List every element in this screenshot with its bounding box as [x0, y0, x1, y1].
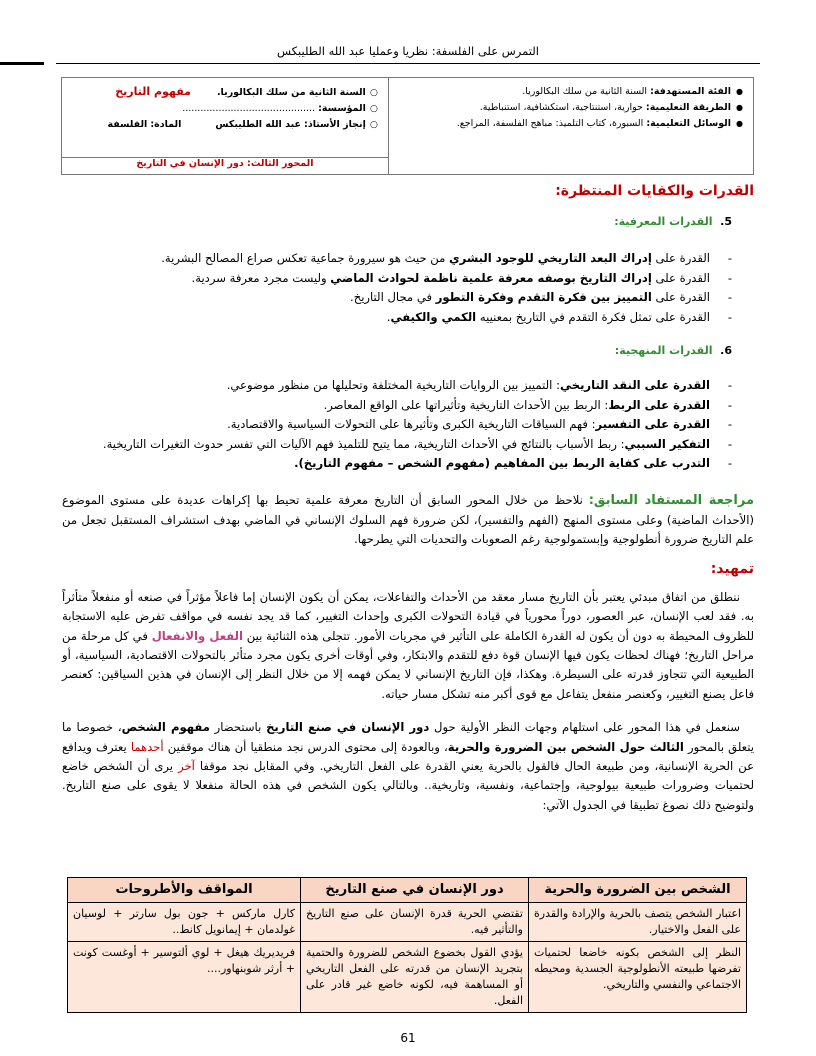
methodological-heading: 6. القدرات المنهجية: [614, 344, 732, 358]
header-rule [56, 63, 760, 64]
meta-teaching-tools: ●الوسائل التعليمية: السبورة، كتاب التلميذ: مباهج الفلسفة، المراجع. [393, 116, 743, 132]
lesson-meta-cell [388, 78, 753, 175]
list-item: - القدرة على التمييز بين فكرة التقدم وفكرة التطور في مجال التاريخ. [62, 288, 732, 307]
intro-paragraph: ننطلق من اتفاق مبدئي يعتبر بأن التاريخ مسار معقد من الأحداث والتفاعلات، يمكن أن يكون الإنسان إما فاعلاً مؤثراً في صنعه أو منفعلاً متأثراً به. فقد لعب الإنسان، عبر العصور، دوراً محورياً في قيادة التحولات الكبرى وإحداث التغيير، كما قد يجد نفسه في مواقف تفرض عليه الاستجابة للظروف المحيطة به دون أن يكون له القدرة الكاملة على التأثير في مجريات الأمور. تتجلى هذه الثنائية بين الفعل والانفعال في كل مرحلة من مراحل التاريخ؛ فهناك لحظات يكون فيها الإنسان قوة دفع للتقدم والابتكار، وفي أوقات أخرى يكون مجرد متأثر بالتحولات الاقتصادية، السياسية، أو الطبيعية التي تتجاوز قدرته على السيطرة. وهكذا، فإن التاريخ الإنساني لا يمكن فهمه إلا من خلال النظر إلى الإنسان في هذين السياقين: كعنصر فاعل يصنع التغيير، وكعنصر منفعل يتفاعل مع قوى أكبر منه تشكل مسار حياته. [62, 589, 754, 701]
meta-target-audience: ●الفئة المستهدفة: السنة الثانية من سلك البكالوريا. [393, 84, 743, 100]
intro-title: تمهيد: [710, 560, 754, 577]
table-header: الشخص بين الضرورة والحرية [529, 878, 747, 903]
header-rule-thick [0, 62, 44, 65]
header-level-line: ○السنة الثانية من سلك البكالوريا.مفهوم التاريخ [66, 84, 378, 101]
comparison-table [67, 877, 747, 1013]
table-cell: تقتضي الحرية قدرة الإنسان على صنع التاريخ والتأثير فيه. [301, 903, 529, 942]
bullet-icon: ● [736, 119, 743, 128]
lesson-content [62, 178, 754, 815]
bullet-icon: ● [736, 103, 743, 112]
table-cell: يؤدي القول بخضوع الشخص للضرورة والحتمية بتجريد الإنسان من قدرته على الفعل التاريخي أو المساهمة فيه، لكونه خاضع غير قادر على الفعل. [301, 942, 529, 1013]
running-header: التمرس على الفلسفة: نظريا وعمليا عبد الله الطليبكس [277, 44, 539, 58]
framing-paragraph: سنعمل في هذا المحور على استلهام وجهات النظر الأولية حول دور الإنسان في صنع التاريخ باستحضار مفهوم الشخص، خصوصا ما يتعلق بالمحور الثالث حول الشخص بين الضرورة والحرية، وبالعودة إلى محتوى الدرس نجد منطقيا أن هناك موقفين أحدهما يعترف ويدافع عن الحرية الإنسانية، ومن طبيعة الحال فالقول بالحرية يعني القدرة على الفعل التاريخي. وفي المقابل نجد موقفا آخر يرى أن الشخص خاضع لحتميات وضرورات طبيعية بيولوجية، وإجتماعية، ونفسية، وتاريخية.. وبالتالي يكون الشخص في هذه الحالة منفعلا لا يقوى على صنع التاريخ. ولتوضيح ذلك نصوغ تطبيقا في الجدول الآتي: [62, 720, 754, 812]
table-cell: كارل ماركس + جون بول سارتر + لوسيان غولدمان + إيمانويل كانط.. [68, 903, 301, 942]
table-header: دور الإنسان في صنع التاريخ [301, 878, 529, 903]
table-row [68, 942, 747, 1013]
methodological-list [62, 376, 754, 473]
axis-title: المحور الثالث: دور الإنسان في التاريخ [62, 157, 389, 174]
meta-teaching-method: ●الطريقة التعليمية: حوارية، استنتاجية، استكشافية، استنباطية. [393, 100, 743, 116]
bullet-icon: ● [736, 87, 743, 96]
circle-bullet-icon: ○ [369, 88, 378, 98]
cognitive-heading: 5. القدرات المعرفية: [614, 215, 732, 228]
header-institution-line: ○المؤسسة: ............................................ [66, 101, 378, 117]
list-item: - القدرة على النقد التاريخي: التمييز بين الروايات التاريخية المختلفة وتحليلها من منظور موضوعي. [62, 376, 732, 395]
list-item: - القدرة على الربط: الربط بين الأحداث التاريخية وتأثيراتها على الواقع المعاصر. [62, 396, 732, 415]
list-item: - القدرة على إدراك البعد التاريخي للوجود البشري من حيث هو سيرورة جماعية تعكس صراع المصالح البشرية. [62, 249, 732, 268]
circle-bullet-icon: ○ [369, 104, 378, 114]
table-row [68, 903, 747, 942]
highlight-action-reaction: الفعل والانفعال [151, 628, 243, 643]
table-cell: فريديريك هيغل + لوي ألتوسير + أوغست كونت + أرثر شوبنهاور.... [68, 942, 301, 1013]
list-item: - القدرة على التفسير: فهم السياقات التاريخية الكبرى وتأثيرها على التحولات السياسية والاقتصادية. [62, 415, 732, 434]
table-header: المواقف والأطروحات [68, 878, 301, 903]
lesson-concept-title: مفهوم التاريخ [115, 85, 191, 98]
lesson-header-cell [62, 78, 389, 158]
table-cell: اعتبار الشخص يتصف بالحرية والإرادة والقدرة على الفعل والاختيار. [529, 903, 747, 942]
list-item: - التفكير السببي: ربط الأسباب بالنتائج في الأحداث التاريخية، مما يتيح للتلميذ فهم الآليات التي تفسر حدوث التغيرات التاريخية. [62, 435, 732, 454]
review-label: مراجعة المستفاد السابق: [588, 493, 754, 509]
cognitive-list [62, 249, 754, 327]
list-item: - القدرة على إدراك التاريخ بوصفه معرفة علمية ناظمة لحوادث الماضي وليست مجرد معرفة سردية. [62, 269, 732, 288]
header-teacher-line: ○إنجاز الأستاذ: عبد الله الطليبكسالمادة: الفلسفة [66, 117, 378, 133]
competencies-title: القدرات والكفايات المنتظرة: [555, 183, 754, 199]
list-item: - التدرب على كفاية الربط بين المفاهيم (مفهوم الشخص – مفهوم التاريخ). [62, 454, 732, 473]
circle-bullet-icon: ○ [369, 120, 378, 130]
list-item: - القدرة على تمثل فكرة التقدم في التاريخ بمعنييه الكمي والكيفي. [62, 308, 732, 327]
lesson-info-table [61, 77, 754, 175]
table-cell: النظر إلى الشخص بكونه خاضعا لحتميات تفرضها طبيعته الأنطولوجية الجسدية ومحيطه الاجتماعي والنفسي والتاريخي. [529, 942, 747, 1013]
page-number: 61 [400, 1031, 416, 1045]
review-paragraph: مراجعة المستفاد السابق: نلاحظ من خلال المحور السابق أن التاريخ معرفة علمية تحيط بها إكراهات عديدة على مستوى الموضوع (الأحداث الماضية) وعلى مستوى المنهج (الفهم والتفسير)، لكن ضرورة فهم السلوك الإنساني في الماضي بهدف استشراف المستقبل تجعل من علم التاريخ ضرورة أنطولوجية وإبستمولوجية رغم الصعوبات والتحديات التي يطرحها. [62, 493, 754, 547]
